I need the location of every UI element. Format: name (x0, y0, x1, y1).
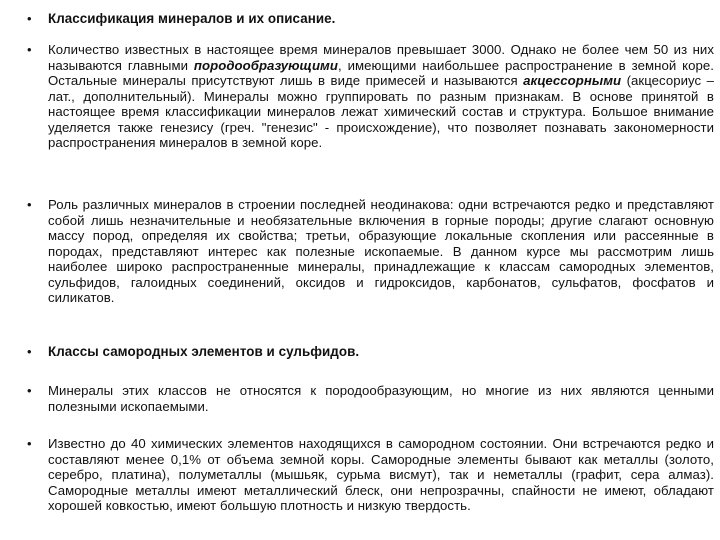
paragraph-text: Количество известных в настоящее время минералов превышает 3000. Однако не более чем 50 из них называются главными (48, 42, 714, 73)
heading-native-elements: Классы самородных элементов и сульфидов. (48, 344, 360, 359)
paragraph-native-state: Известно до 40 химических элементов находящихся в самородном состоянии. Они встречаются редко и составляют менее 0,1% от объема земной коры. Самородные элементы бывают как металлы (золото, серебро, платина), полуметаллы (мышьяк, сурьма висмут), так и неметаллы (графит, сера алмаз). Самородные металлы имеют металлический блеск, они непрозрачны, спайности не имеют, обладают хорошей ковкостью, имеют большую плотность и низкую твердость. (48, 436, 714, 513)
bullet-mark: • (27, 42, 32, 57)
paragraph-text: (акцесориус – лат., дополнительный). Минералы можно группировать по разным признакам. В основе принятой в настоящее время классификации минералов лежат химический состав и структура. Большое внимание уделяется также генезису (греч. "генезис" - происхождение), что позволяет познавать закономерности распространения минералов в земной коре. (48, 73, 714, 150)
paragraph-text: , имеющими наибольшее распространение в земной коре. Остальные минералы присутствуют лишь в виде примесей и называются (48, 57, 714, 88)
bullet-mark: • (27, 344, 32, 359)
bullet-mark: • (27, 383, 32, 398)
term-accessory: акцессорными (523, 73, 622, 88)
paragraph-classes-value: Минералы этих классов не относятся к породообразующим, но многие из них являются ценными полезными ископаемыми. (48, 383, 714, 414)
paragraph-minerals-role: Роль различных минералов в строении последней неодинакова: одни встречаются редко и представляют собой лишь незначительные и необязательные включения в горные породы; другие слагают основную массу пород, определяя их свойства; третьи, образующие локальные скопления или рассеянные в породах, представляют интерес как полезные ископаемые. В данном курсе мы рассмотрим лишь наиболее широко распространенные минералы, принадлежащие к классам самородных элементов, сульфидов, галоидных соединений, оксидов и гидроксидов, карбонатов, сульфатов, фосфатов и силикатов. (48, 197, 714, 305)
bullet-mark: • (27, 436, 32, 451)
heading-classification: Классификация минералов и их описание. (48, 11, 336, 26)
term-rock-forming: породообразующими (193, 57, 338, 73)
bullet-mark: • (27, 11, 32, 26)
paragraph-minerals-count (48, 42, 714, 151)
bullet-mark: • (27, 197, 32, 212)
